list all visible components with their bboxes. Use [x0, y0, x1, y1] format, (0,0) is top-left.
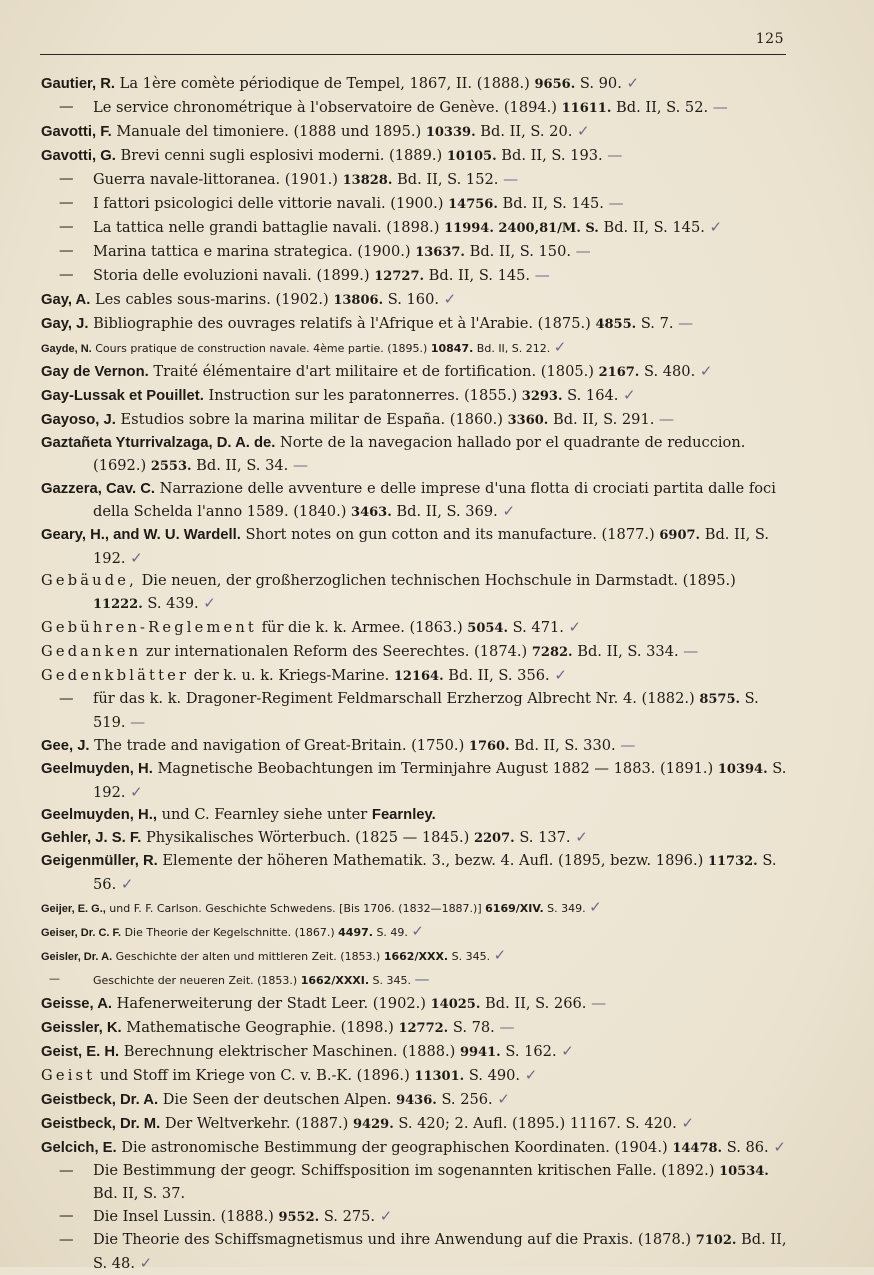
entry-location: S. 162.	[500, 1043, 557, 1060]
catalog-entry	[41, 336, 787, 360]
entry-catalog-number: 12727.	[374, 269, 425, 284]
catalog-entry	[41, 1040, 787, 1064]
check-mark: ✓	[681, 1114, 695, 1132]
catalog-entry	[41, 1016, 787, 1040]
entry-author: Geistbeck, Dr. M.	[41, 1116, 161, 1132]
entry-location: Bd. II, S. 330.	[509, 737, 616, 754]
entry-catalog-number: 4497.	[338, 926, 373, 939]
entry-location: S. 345.	[369, 974, 412, 987]
entry-catalog-number: 10394.	[717, 762, 768, 777]
entry-catalog-number: 7102.	[695, 1233, 737, 1248]
entry-author: Geijer, E. G.,	[41, 903, 106, 915]
entry-title: Marina tattica e marina strategica. (1900.)	[93, 243, 416, 260]
catalog-entry	[41, 168, 787, 192]
entry-catalog-number: 9436.	[396, 1093, 437, 1108]
entry-author: Gavotti, G.	[41, 148, 116, 164]
entry-title: Les cables sous-marins. (1902.)	[90, 291, 334, 308]
entry-location: Bd. II, S. 145.	[424, 267, 531, 284]
catalog-entry	[41, 850, 787, 896]
catalog-entry	[41, 804, 787, 826]
entry-title: Geschichte der neueren Zeit. (1853.)	[93, 974, 301, 987]
entry-author: Geiser, Dr. C. F.	[41, 927, 122, 939]
catalog-entry	[41, 1136, 787, 1160]
check-mark: —	[414, 970, 430, 988]
entry-catalog-number: 8575.	[699, 692, 741, 707]
entry-author: Gayoso, J.	[41, 412, 116, 428]
catalog-entry	[41, 384, 787, 408]
entry-location: Bd. II, S. 193.	[496, 147, 603, 164]
entry-catalog-number: 13637.	[415, 245, 465, 260]
entry-title: Die Theorie der Kegelschnitte. (1867.)	[121, 926, 339, 939]
catalog-entry	[41, 1088, 787, 1112]
entry-catalog-number: 14756.	[448, 197, 498, 212]
catalog-entry	[41, 992, 787, 1016]
ditto-dash: —	[59, 98, 74, 115]
entry-list	[41, 72, 787, 1275]
entry-catalog-number: 12164.	[393, 669, 444, 684]
entry-title: Narrazione delle avventure e delle imprese d'una flotta di crociati partita dalle foci della Schelda l'anno 1589. (1840.)	[93, 480, 776, 520]
entry-author: Gayde, N.	[41, 343, 92, 355]
check-mark: ✓	[561, 1042, 574, 1060]
entry-title: Physikalisches Wörterbuch. (1825 — 1845.)	[141, 829, 474, 846]
check-mark: ✓	[575, 828, 588, 846]
ditto-dash: —	[59, 1207, 74, 1224]
check-mark: ✓	[139, 1254, 153, 1272]
entry-author: Geary, H., and W. U. Wardell.	[41, 527, 241, 543]
entry-title: Cours pratique de construction navale. 4ème partie. (1895.)	[91, 342, 431, 355]
entry-author: Geist, E. H.	[41, 1044, 120, 1060]
entry-location: S. 345.	[448, 950, 491, 963]
catalog-entry	[41, 264, 787, 288]
entry-location: S. 519.	[93, 690, 759, 731]
catalog-entry	[41, 896, 787, 920]
catalog-entry	[41, 640, 787, 664]
ditto-dash: —	[59, 170, 74, 187]
entry-author: Geigenmüller, R.	[41, 853, 158, 869]
entry-catalog-number: 9656.	[534, 77, 576, 92]
entry-location: S. 275.	[319, 1208, 376, 1225]
entry-location: Bd. II, S. 212.	[473, 342, 551, 355]
entry-title: Estudios sobre la marina militar de España. (1860.)	[115, 411, 508, 428]
entry-author: Geistbeck, Dr. A.	[41, 1092, 159, 1108]
entry-catalog-number: 2207.	[473, 831, 515, 846]
entry-catalog-number: 11301.	[414, 1069, 465, 1084]
entry-title: La tattica nelle grandi battaglie navali. (1898.)	[93, 219, 445, 236]
check-mark: ✓	[493, 946, 507, 964]
ditto-dash: —	[49, 972, 60, 985]
entry-location: S. 349.	[543, 902, 586, 915]
page-number: 125	[755, 31, 784, 47]
check-mark: ✓	[554, 666, 567, 684]
catalog-entry	[41, 920, 787, 944]
entry-location: S. 420; 2. Aufl. (1895.) 11167. S. 420.	[393, 1115, 677, 1132]
entry-title: Die neuen, der großherzoglichen technischen Hochschule in Darmstadt. (1895.)	[136, 572, 736, 589]
entry-author: Geisse, A.	[41, 996, 113, 1012]
entry-title: Norte de la navegacion hallado por el quadrante de reduccion. (1692.)	[93, 434, 746, 474]
ditto-dash: —	[59, 266, 74, 283]
entry-title: Magnetische Beobachtungen im Terminjahre August 1882 — 1883. (1891.)	[152, 760, 718, 777]
entry-author: Gaztañeta Yturrivalzaga, D. A. de.	[41, 435, 276, 451]
entry-catalog-number: 3360.	[507, 413, 549, 428]
header-rule	[40, 54, 786, 55]
catalog-entry	[41, 1064, 787, 1088]
entry-title: Traité élémentaire d'art militaire et de fortification. (1805.)	[148, 363, 599, 380]
ditto-dash: —	[59, 1231, 74, 1248]
entry-catalog-number: 7282.	[531, 645, 573, 660]
entry-location: Bd. II, S. 266.	[480, 995, 587, 1012]
check-mark: —	[534, 266, 550, 284]
catalog-entry	[41, 120, 787, 144]
catalog-entry	[41, 312, 787, 336]
entry-author: Gehler, J. S. F.	[41, 830, 142, 846]
entry-catalog-number: 10847.	[430, 342, 474, 355]
entry-location: S. 160.	[383, 291, 439, 308]
entry-catalog-number: 10339.	[425, 125, 476, 140]
entry-author: Gee, J.	[41, 738, 90, 754]
entry-title: Mathematische Geographie. (1898.)	[121, 1019, 399, 1036]
entry-keyword: Gedanken	[41, 643, 142, 660]
catalog-entry	[41, 616, 787, 640]
entry-location: Bd. II, S. 334.	[572, 643, 679, 660]
check-mark: ✓	[120, 875, 134, 893]
entry-title: I fattori psicologici delle vittorie navali. (1900.)	[93, 195, 449, 212]
catalog-entry	[41, 288, 787, 312]
check-mark: ✓	[524, 1066, 538, 1084]
entry-author: Gay, A.	[41, 292, 91, 308]
check-mark: ✓	[497, 1090, 510, 1108]
entry-author: Gay de Vernon.	[41, 364, 149, 380]
entry-title: Elemente der höheren Mathematik. 3., bezw. 4. Aufl. (1895, bezw. 1896.)	[157, 852, 708, 869]
entry-keyword: Gebäude,	[41, 572, 137, 589]
check-mark: —	[499, 1018, 515, 1036]
entry-catalog-number: 1760.	[468, 739, 510, 754]
entry-author: Gazzera, Cav. C.	[41, 481, 156, 497]
entry-catalog-number: 14025.	[430, 997, 481, 1012]
entry-author: Gay-Lussak et Pouillet.	[41, 388, 204, 404]
entry-title: Der Weltverkehr. (1887.)	[160, 1115, 354, 1132]
entry-title: für das k. k. Dragoner-Regiment Feldmarschall Erzherzog Albrecht Nr. 4. (1882.)	[93, 690, 700, 707]
catalog-entry	[41, 664, 787, 688]
entry-catalog-number: 9552.	[278, 1210, 320, 1225]
catalog-entry	[41, 408, 787, 432]
entry-title: Manuale del timoniere. (1888 und 1895.)	[111, 123, 426, 140]
entry-catalog-number: 5054.	[467, 621, 509, 636]
entry-title: Instruction sur les paratonnerres. (1855.)	[203, 387, 522, 404]
entry-title: Bibliographie des ouvrages relatifs à l'Afrique et à l'Arabie. (1875.)	[88, 315, 596, 332]
entry-title: und C. Fearnley siehe unter	[156, 806, 372, 823]
catalog-entry	[41, 944, 787, 968]
check-mark: ✓	[379, 1207, 393, 1225]
catalog-entry	[41, 144, 787, 168]
entry-location: S. 78.	[448, 1019, 495, 1036]
entry-location: S. 7.	[636, 315, 674, 332]
check-mark: ✓	[443, 290, 457, 308]
entry-title: Die Seen der deutschen Alpen.	[158, 1091, 397, 1108]
entry-title: und F. F. Carlson. Geschichte Schwedens. [Bis 1706. (1832—1887.)]	[105, 902, 486, 915]
entry-location: Bd. II, S. 369.	[391, 503, 498, 520]
entry-keyword: Gebühren-Reglement	[41, 619, 257, 636]
check-mark: ✓	[411, 922, 424, 940]
entry-location: Bd. II, S. 192.	[93, 526, 769, 567]
entry-location: Bd. II, S. 37.	[93, 1185, 186, 1202]
entry-title: Geschichte der alten und mittleren Zeit. (1853.)	[112, 950, 384, 963]
entry-catalog-number: 9429.	[353, 1117, 394, 1132]
catalog-entry	[41, 688, 787, 734]
entry-title: Die Bestimmung der geogr. Schiffsposition im sogenannten kritischen Falle. (1892.)	[93, 1162, 720, 1179]
check-mark: —	[575, 242, 591, 260]
catalog-entry	[41, 216, 787, 240]
entry-author: Geelmuyden, H.	[41, 761, 153, 777]
entry-catalog-number: 11611.	[561, 101, 612, 116]
entry-title: Die astronomische Bestimmung der geographischen Koordinaten. (1904.)	[116, 1139, 673, 1156]
entry-location: S. 49.	[372, 926, 408, 939]
catalog-entry	[41, 1205, 787, 1229]
entry-location: Bd. II, S. 52.	[611, 99, 709, 116]
entry-title: Berechnung elektrischer Maschinen. (1888.)	[119, 1043, 460, 1060]
entry-catalog-number: 11994. 2400,81/M. S.	[444, 221, 599, 236]
entry-title: Hafenerweiterung der Stadt Leer. (1902.)	[112, 995, 431, 1012]
check-mark: ✓	[577, 122, 590, 140]
entry-title: Short notes on gun cotton and its manufacture. (1877.)	[240, 526, 660, 543]
check-mark: ✓	[502, 502, 516, 520]
entry-catalog-number: 6907.	[659, 528, 701, 543]
catalog-entry	[41, 72, 787, 96]
entry-catalog-number: 11222.	[93, 597, 143, 612]
check-mark: —	[130, 713, 146, 731]
entry-author: Gay, J.	[41, 316, 89, 332]
catalog-entry	[41, 524, 787, 570]
entry-location: S. 56.	[93, 852, 777, 893]
entry-location: S. 90.	[575, 75, 622, 92]
check-mark: ✓	[626, 74, 640, 92]
catalog-entry	[41, 758, 787, 804]
check-mark: ✓	[568, 618, 582, 636]
entry-location: Bd. II, S. 152.	[392, 171, 499, 188]
entry-location: Bd. II, S. 145.	[598, 219, 705, 236]
entry-location: S. 86.	[722, 1139, 769, 1156]
check-mark: —	[620, 736, 636, 754]
catalog-entry	[41, 570, 787, 616]
entry-location: S. 137.	[514, 829, 571, 846]
entry-title: Guerra navale-littoranea. (1901.)	[93, 171, 343, 188]
entry-catalog-number: 12772.	[398, 1021, 449, 1036]
entry-title: The trade and navigation of Great-Britain. (1750.)	[89, 737, 469, 754]
check-mark: ✓	[130, 549, 143, 567]
entry-catalog-number: 2553.	[150, 459, 192, 474]
entry-catalog-number: 14478.	[672, 1141, 723, 1156]
entry-author: Geisler, Dr. A.	[41, 951, 113, 963]
catalog-entry	[41, 1229, 787, 1275]
check-mark: —	[607, 146, 623, 164]
entry-catalog-number: 3463.	[351, 505, 392, 520]
entry-location: S. 192.	[93, 760, 787, 801]
check-mark: ✓	[589, 898, 602, 916]
entry-title: für die k. k. Armee. (1863.)	[257, 619, 468, 636]
entry-location: S. 471.	[508, 619, 564, 636]
entry-location: S. 480.	[639, 363, 696, 380]
catalog-entry	[41, 360, 787, 384]
entry-catalog-number: 13806.	[333, 293, 384, 308]
check-mark: —	[683, 642, 699, 660]
check-mark: ✓	[773, 1138, 786, 1156]
entry-location: S. 256.	[436, 1091, 493, 1108]
entry-catalog-number: 2167.	[598, 365, 640, 380]
entry-location: S. 490.	[464, 1067, 521, 1084]
catalog-entry	[41, 968, 787, 992]
entry-crossref: Fearnley.	[371, 807, 436, 823]
entry-title: Storia delle evoluzioni navali. (1899.)	[93, 267, 375, 284]
entry-location: Bd. II, S. 145.	[497, 195, 604, 212]
entry-author: Gautier, R.	[41, 76, 116, 92]
catalog-entry	[41, 192, 787, 216]
entry-keyword: Gedenkblätter	[41, 667, 190, 684]
ditto-dash: —	[59, 242, 74, 259]
entry-catalog-number: 1662/XXX.	[383, 950, 449, 963]
entry-location: Bd. II, S. 34.	[191, 457, 289, 474]
entry-catalog-number: 3293.	[521, 389, 563, 404]
check-mark: ✓	[699, 362, 713, 380]
check-mark: ✓	[203, 594, 216, 612]
check-mark: —	[503, 170, 519, 188]
ditto-dash: —	[59, 1162, 74, 1179]
entry-title: Brevi cenni sugli esplosivi moderni. (1889.)	[115, 147, 447, 164]
entry-location: Bd. II, S. 356.	[443, 667, 550, 684]
check-mark: ✓	[130, 783, 143, 801]
entry-author: Gavotti, F.	[41, 124, 112, 140]
check-mark: —	[678, 314, 694, 332]
entry-catalog-number: 4855.	[595, 317, 637, 332]
check-mark: ✓	[553, 338, 567, 356]
entry-location: S. 439.	[142, 595, 199, 612]
check-mark: ✓	[623, 386, 636, 404]
check-mark: —	[608, 194, 624, 212]
ditto-dash: —	[59, 218, 74, 235]
catalog-entry	[41, 240, 787, 264]
catalog-entry	[41, 432, 787, 478]
entry-location: S. 164.	[562, 387, 619, 404]
ditto-dash: —	[59, 194, 74, 211]
entry-catalog-number: 6169/XIV.	[485, 902, 544, 915]
entry-catalog-number: 13828.	[342, 173, 393, 188]
entry-title: Le service chronométrique à l'observatoire de Genève. (1894.)	[93, 99, 562, 116]
entry-location: Bd. II, S. 20.	[475, 123, 573, 140]
entry-author: Geissler, K.	[41, 1020, 122, 1036]
entry-title: zur internationalen Reform des Seerechtes. (1874.)	[141, 643, 532, 660]
entry-title: La 1ère comète périodique de Tempel, 1867, II. (1888.)	[115, 75, 535, 92]
entry-keyword: Geist	[41, 1067, 96, 1084]
check-mark: —	[591, 994, 607, 1012]
catalog-entry	[41, 826, 787, 850]
ditto-dash: —	[59, 690, 74, 707]
entry-title: Die Theorie des Schiffsmagnetismus und ihre Anwendung auf die Praxis. (1878.)	[93, 1231, 696, 1248]
entry-author: Gelcich, E.	[41, 1140, 117, 1156]
catalog-entry	[41, 734, 787, 758]
entry-catalog-number: 10534.	[719, 1164, 769, 1179]
entry-catalog-number: 9941.	[459, 1045, 501, 1060]
check-mark: ✓	[709, 218, 723, 236]
entry-catalog-number: 10105.	[446, 149, 497, 164]
entry-title: und Stoff im Kriege von C. v. B.-K. (1896.)	[95, 1067, 415, 1084]
entry-location: Bd. II, S. 48.	[93, 1231, 787, 1272]
catalog-entry	[41, 96, 787, 120]
entry-catalog-number: 11732.	[707, 854, 758, 869]
entry-catalog-number: 1662/XXXI.	[300, 974, 370, 987]
entry-author: Geelmuyden, H.,	[41, 807, 157, 823]
catalog-entry	[41, 478, 787, 524]
catalog-entry	[41, 1112, 787, 1136]
check-mark: —	[712, 98, 728, 116]
entry-title: der k. u. k. Kriegs-Marine.	[189, 667, 394, 684]
check-mark: —	[292, 456, 308, 474]
entry-title: Die Insel Lussin. (1888.)	[93, 1208, 279, 1225]
entry-location: Bd. II, S. 291.	[548, 411, 655, 428]
entry-location: Bd. II, S. 150.	[464, 243, 572, 260]
catalog-entry	[41, 1160, 787, 1205]
check-mark: —	[659, 410, 675, 428]
